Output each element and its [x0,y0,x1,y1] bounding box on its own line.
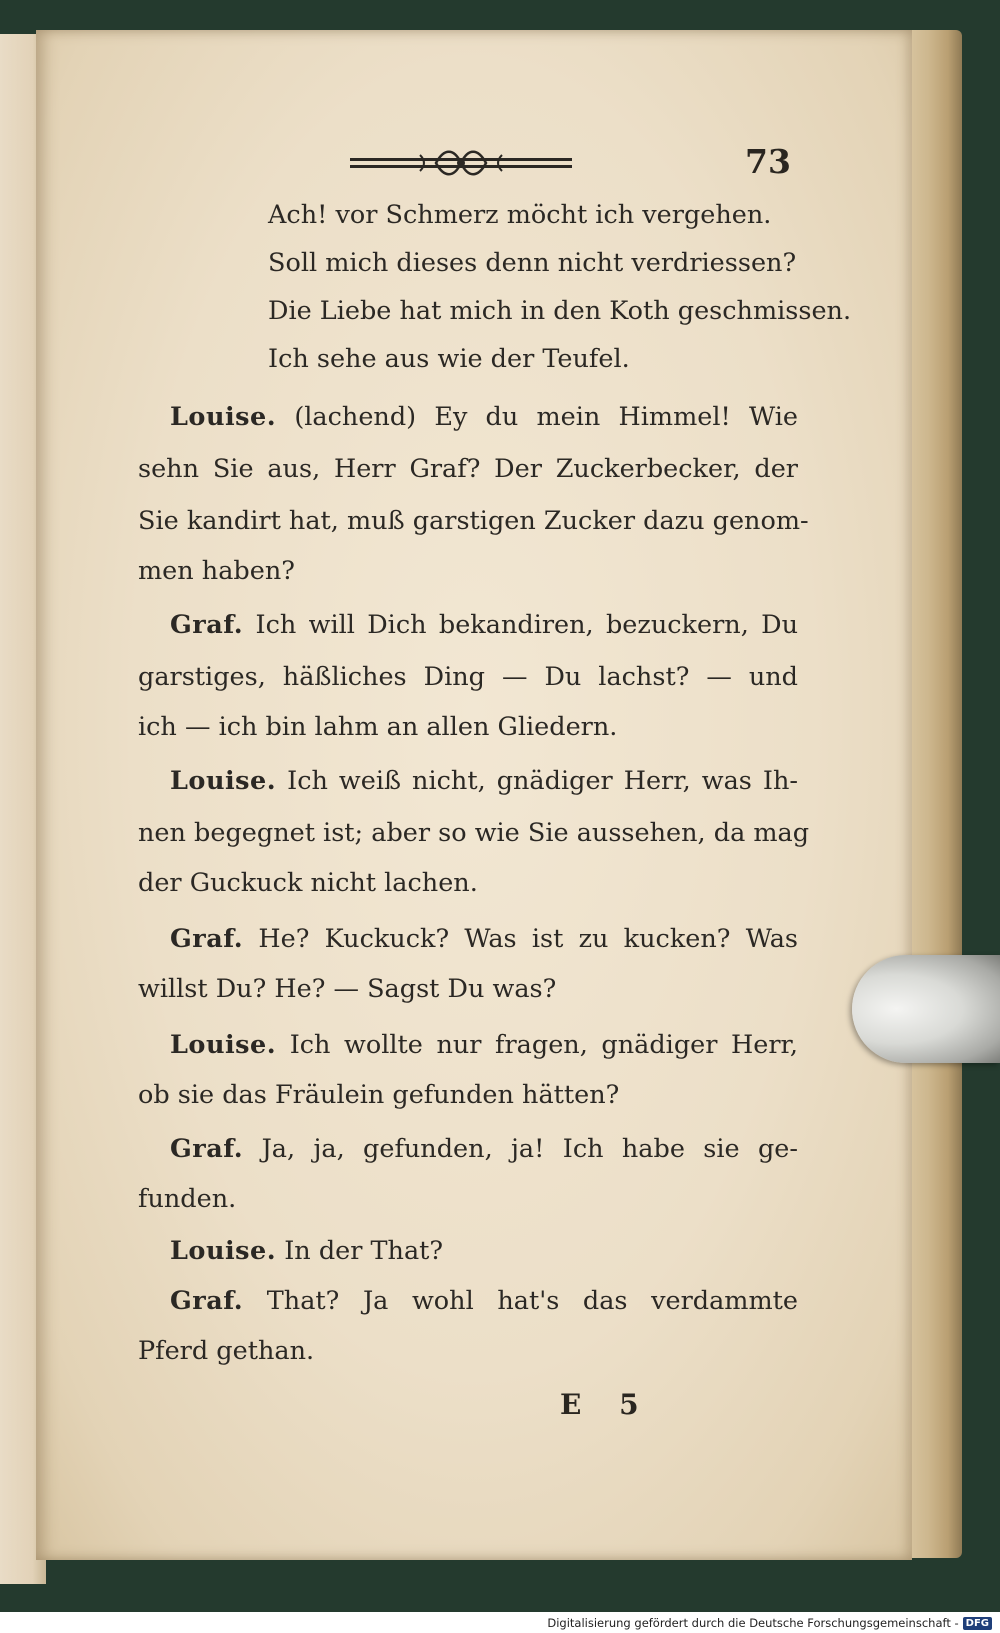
speaker-name: Graf. [170,924,244,954]
dialogue-line: men haben? [138,556,295,586]
dialogue-line [170,1236,443,1266]
speaker-name: Louise. [170,1030,277,1060]
dialogue-line [138,662,798,692]
dialogue-line [170,766,798,796]
dialogue-line: ich — ich bin lahm an allen Gliedern. [138,712,618,742]
line-text: Ich weiß nicht, gnädiger Herr, was Ih- [287,766,798,796]
line-text: Ja, ja, gefunden, ja! Ich habe sie ge- [261,1134,799,1164]
dialogue-line: der Guckuck nicht lachen. [138,868,478,898]
line-text: Ich wollte nur fragen, gnädiger Herr, [289,1030,798,1060]
line-text: That? Ja wohl hat's das verdammte [266,1286,799,1316]
dialogue-line: willst Du? He? — Sagst Du was? [138,974,557,1004]
line-text: In der That? [284,1236,444,1266]
line-text: He? Kuckuck? Was ist zu kucken? Was [258,924,798,954]
dialogue-line [170,924,798,954]
dialogue-first-line [170,1286,798,1316]
dialogue-first-line [170,924,798,954]
dialogue-first-line [170,610,798,640]
signature-mark: E 5 [560,1388,653,1421]
dialogue-line [138,454,798,484]
dialogue-line [138,506,809,536]
page-header [350,142,790,186]
dialogue-first-line [170,766,798,796]
dialogue-line [170,610,798,640]
dialogue-line [170,1134,798,1164]
verse-line: Ich sehe aus wie der Teufel. [268,344,630,374]
dialogue-line [170,402,798,432]
speaker-name: Louise. [170,1236,277,1266]
page-number: 73 [745,142,791,181]
line-text: garstiges, häßliches Ding — Du lachst? — und [138,662,798,692]
speaker-name: Graf. [170,1134,244,1164]
dialogue-first-line [170,1030,798,1060]
footer-credit [547,1613,992,1633]
verse-line: Soll mich dieses denn nicht verdriessen? [268,248,797,278]
dialogue-line [138,818,810,848]
speaker-name: Graf. [170,610,244,640]
line-text: nen begegnet ist; aber so wie Sie aussehen, da mag [138,818,810,848]
dialogue-first-line [170,1134,798,1164]
footer-text: Digitalisierung gefördert durch die Deutsche Forschungsgemeinschaft - [547,1616,959,1630]
dialogue-line: ob sie das Fräulein gefunden hätten? [138,1080,620,1110]
line-text: (lachend) Ey du mein Himmel! Wie [294,402,798,432]
verse-line: Ach! vor Schmerz möcht ich vergehen. [268,200,772,230]
speaker-name: Louise. [170,402,277,432]
dialogue-line: Pferd gethan. [138,1336,315,1366]
verse-line: Die Liebe hat mich in den Koth geschmissen. [268,296,852,326]
dialogue-line: funden. [138,1184,237,1214]
speaker-name: Louise. [170,766,277,796]
speaker-name: Graf. [170,1286,244,1316]
line-text: sehn Sie aus, Herr Graf? Der Zuckerbecker, der [138,454,798,484]
line-text: Ich will Dich bekandiren, bezuckern, Du [255,610,798,640]
line-text: Sie kandirt hat, muß garstigen Zucker dazu genom- [138,506,809,536]
ornament-rule-icon [350,146,572,180]
page-stack-edge [906,30,962,1558]
dialogue-first-line [170,402,798,432]
dfg-logo: DFG [963,1617,992,1630]
dialogue-line [170,1030,798,1060]
dialogue-line [170,1286,798,1316]
page-clip [852,955,1000,1063]
